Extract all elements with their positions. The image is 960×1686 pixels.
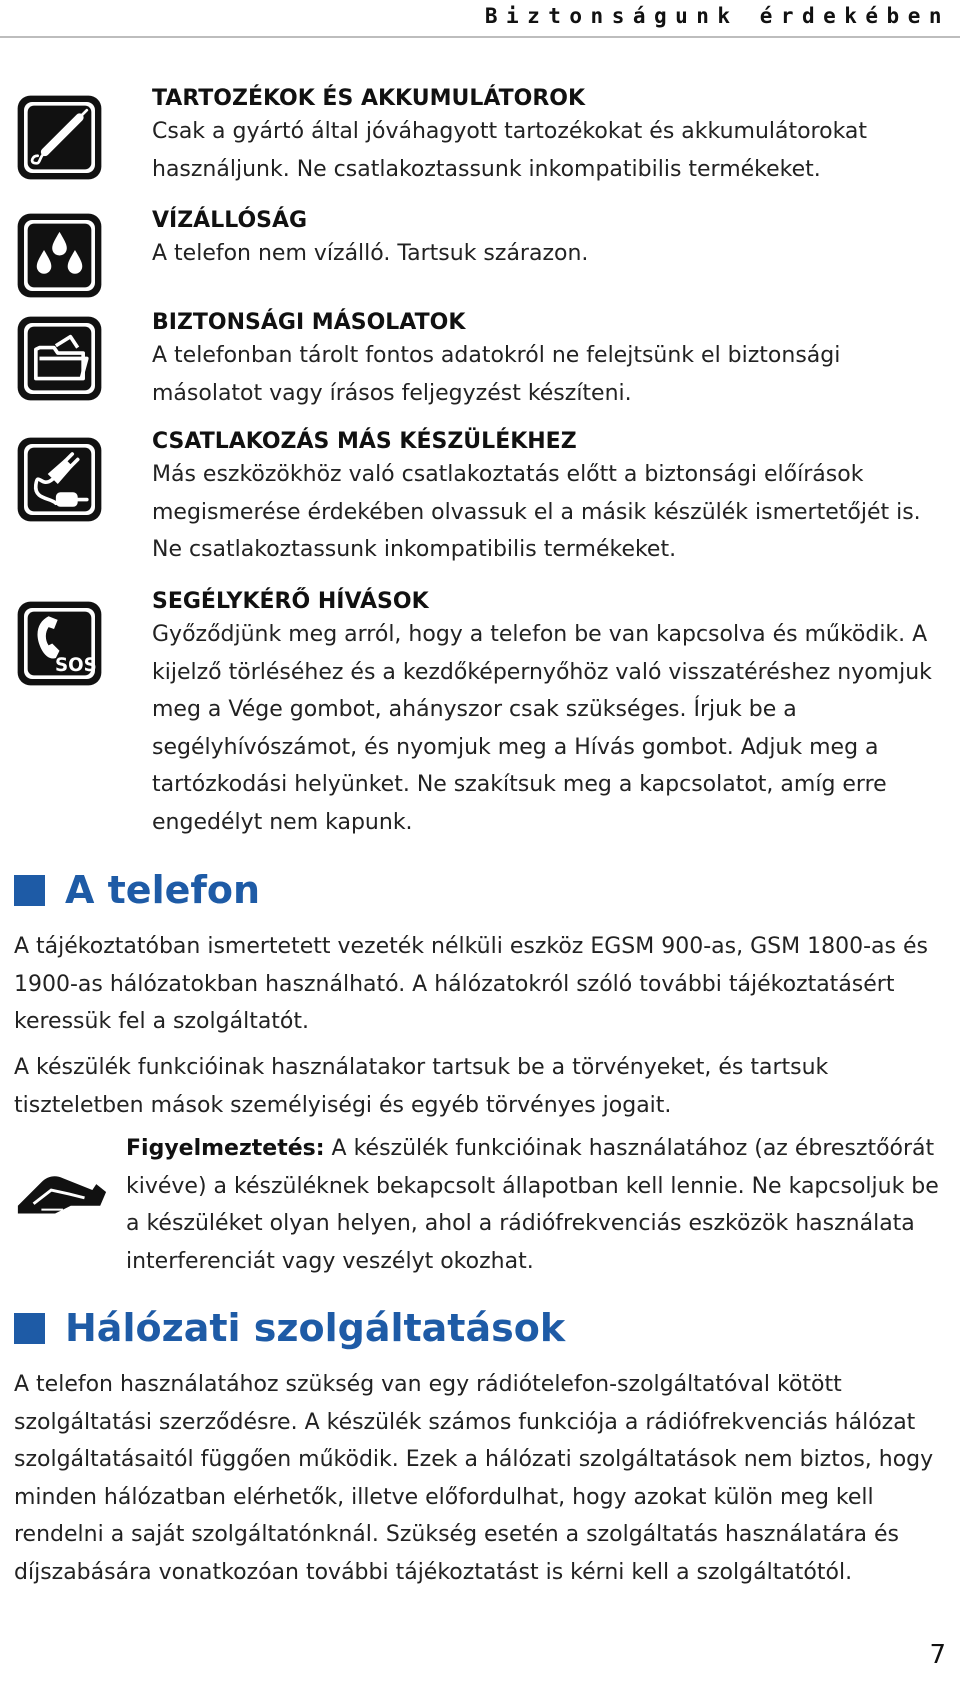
network-paragraph-1: A telefon használatához szükség van egy rádiótelefon-szolgáltatóval kötött szolgáltatási szerződésre. A készülék számos funkciója a rádiófrekvenciás hálózat szolgáltatásaitól függően működik. Ezek a hálózati szolgáltatások nem biztos, hogy minden hálózatban elérhetők, illetve előfordulhat, hogy azokat külön meg kell rendelni a saját szolgáltatónknál. Szükség esetén a szolgáltatás használatára és díjszabására vonatkozóan további tájékoztatást is kérni kell a szolgáltatótól.	[14, 1372, 934, 1585]
plug-connector-icon	[14, 434, 105, 525]
section-heading: CSATLAKOZÁS MÁS KÉSZÜLÉKHEZ	[152, 429, 577, 454]
safety-item-emergency	[152, 587, 952, 841]
header-rule	[0, 36, 960, 38]
section-title-phone	[14, 868, 260, 912]
section-title-text: A telefon	[65, 868, 261, 912]
safety-item-accessories	[152, 84, 952, 188]
warning-text: A készülék funkcióinak használatához (az ébresztőórát kivéve) a készüléknek bekapcsolt állapotban kell lennie. Ne kapcsoljuk be a készüléket olyan helyen, ahol a rádiófrekvenciás eszközök használata interferenciát vagy veszélyt okozhat.	[126, 1136, 939, 1274]
enhancement-pen-icon	[14, 92, 105, 183]
section-bullet-square	[14, 875, 45, 906]
safety-item-backups	[152, 308, 952, 412]
safety-item-connecting	[152, 427, 952, 569]
sos-phone-icon	[14, 598, 105, 689]
warning-note	[126, 1130, 956, 1280]
sos-label: SOS	[55, 654, 97, 676]
section-heading: SEGÉLYKÉRŐ HÍVÁSOK	[152, 589, 429, 614]
section-title-text: Hálózati szolgáltatások	[65, 1306, 566, 1350]
warning-hand-icon	[12, 1162, 110, 1222]
section-heading: TARTOZÉKOK ÉS AKKUMULÁTOROK	[152, 86, 586, 111]
section-text: A telefon nem vízálló. Tartsuk szárazon.	[152, 241, 589, 266]
water-drops-icon	[14, 210, 105, 301]
section-title-network-services	[14, 1306, 565, 1350]
section-text: Győződjünk meg arról, hogy a telefon be van kapcsolva és működik. A kijelző törléséhez és a kezdőképernyőhöz való visszatéréshez nyomjuk meg a Vége gombot, ahányszor csak szükséges. Írjuk be a segélyhívószámot, és nyomjuk meg a Hívás gombot. Adjuk meg a tartózkodási helyünket. Ne szakítsuk meg a kapcsolatot, amíg erre engedélyt nem kapunk.	[152, 622, 932, 835]
phone-paragraph-1: A tájékoztatóban ismertetett vezeték nélküli eszköz EGSM 900-as, GSM 1800-as és 1900-as hálózatokban használható. A hálózatokról szóló további tájékoztatásért keressük fel a szolgáltatót.	[14, 934, 928, 1034]
section-heading: VÍZÁLLÓSÁG	[152, 208, 308, 233]
running-header: Biztonságunk érdekében	[484, 4, 950, 28]
safety-item-water-resistance	[152, 206, 952, 273]
section-text: A telefonban tárolt fontos adatokról ne felejtsünk el biztonsági másolatot vagy írásos feljegyzést készíteni.	[152, 343, 841, 406]
phone-paragraph-2: A készülék funkcióinak használatakor tartsuk be a törvényeket, és tartsuk tiszteletben mások személyiségi és egyéb törvényes jogait.	[14, 1055, 829, 1118]
page-number: 7	[929, 1640, 946, 1670]
section-bullet-square	[14, 1313, 45, 1344]
folder-icon	[14, 313, 105, 404]
section-text: Más eszközökhöz való csatlakoztatás előtt a biztonsági előírások megismerése érdekében olvassuk el a másik készülék ismertetőjét is. Ne csatlakoztassunk inkompatibilis termékeket.	[152, 462, 921, 562]
section-text: Csak a gyártó által jóváhagyott tartozékokat és akkumulátorokat használjunk. Ne csatlakoztassunk inkompatibilis termékeket.	[152, 119, 868, 182]
section-heading: BIZTONSÁGI MÁSOLATOK	[152, 310, 466, 335]
warning-label: Figyelmeztetés:	[126, 1136, 325, 1161]
